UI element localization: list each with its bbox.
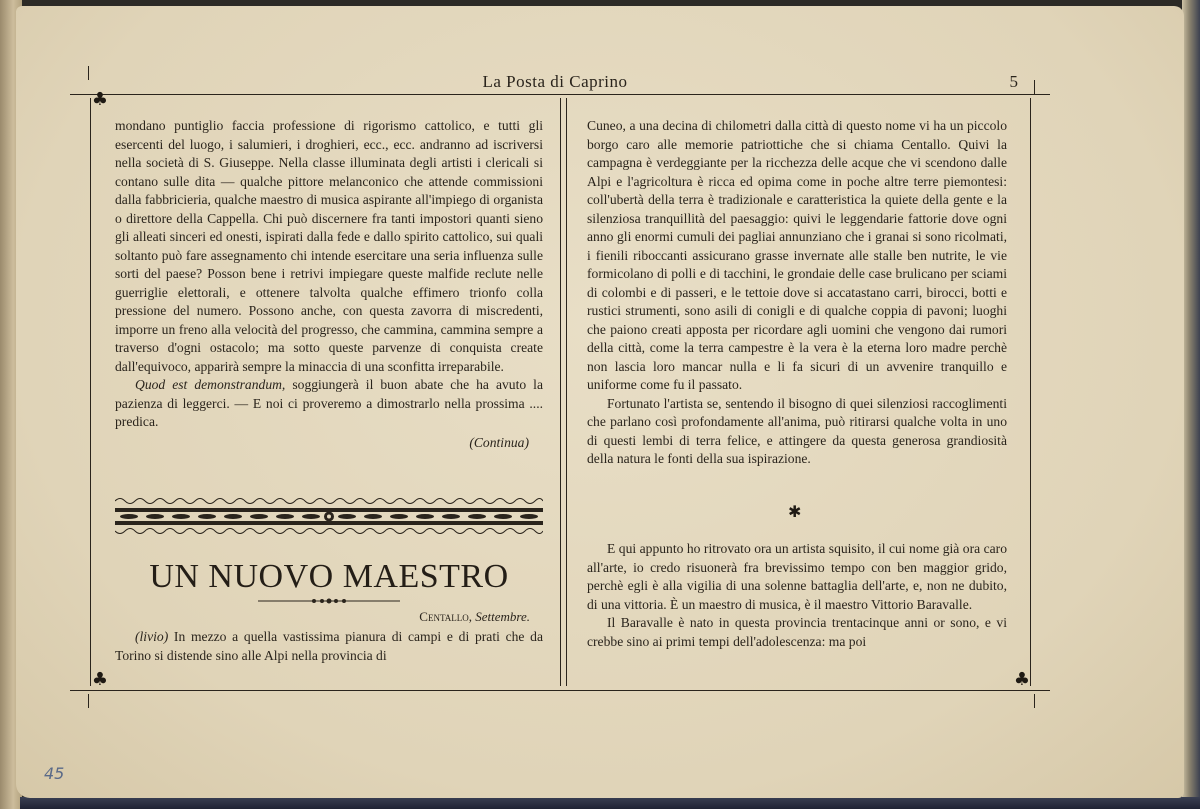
body-paragraph	[115, 628, 543, 665]
bottom-rule	[70, 690, 1050, 691]
body-paragraph: E qui appunto ho ritrovato ora un artista squisito, il cui nome già ora caro all'arte, io credo risuonerà fra brevissimo tempo con ben maggior grido, perchè egli è alla vigilia di una solenne battaglia dell'arte, e, non ne dubito, di una vittoria. È un maestro di musica, è il maestro Vittorio Baravalle.	[587, 541, 1007, 612]
article-lead	[115, 628, 543, 665]
tick-mark	[88, 66, 89, 80]
margin-note: 45	[44, 764, 65, 783]
quote-continuation: soggiungerà il buon abate che ha avuto la pazienza di leggerci. — E noi ci proveremo a dimostrarlo nella prossima .... predica.	[115, 377, 543, 429]
page-number: 5	[1009, 72, 1018, 91]
tick-mark	[88, 694, 89, 708]
club-ornament-icon: ♣	[1013, 669, 1031, 690]
latin-quote: Quod est demonstrandum,	[135, 377, 286, 392]
column-divider	[560, 98, 561, 686]
tick-mark	[1034, 694, 1035, 708]
body-paragraph: Il Baravalle è nato in questa provincia trentacinque anni or sono, e vi crebbe sino ai primi tempi dell'adolescenza: ma poi	[587, 615, 1007, 649]
column-divider	[566, 98, 567, 686]
headline-flourish	[258, 598, 400, 604]
page-edge	[1182, 0, 1200, 809]
right-column	[587, 117, 1007, 469]
publication-title: La Posta di Caprino	[482, 72, 628, 91]
club-ornament-icon: ♣	[91, 89, 109, 110]
body-paragraph: Cuneo, a una decina di chilometri dalla città di questo nome vi ha un piccolo borgo caro alle memorie patriottiche che si chiama Centallo. Quivi la campagna è verdeggiante per la ricchezza delle acque che vi scendono dalle Alpi e l'agricoltura è ricca ed opima come in poche altre terre piemontesi: coll'ubertà della terra è tradizionale e caratteristica la quiete della gente e la silenziosa tranquillità del paesaggio: quivi le leggendarie fattorie dove ogni anno gli enormi cumuli dei pagliai annunziano che i granai si sono ricolmati, i fienili riboccanti assicurano grasse invernate alle stalle ben nutrite, le vie formicolano di polli e di tacchini, le grondaie delle case brulicano per sciami di colombi e di passeri, e le tettoie dove si accatastano carri, birocci, botti e rustici strumenti, sono asili di conigli e di qualche coppia di pavoni; luoghi che paiono creati apposta per ricordare agli uomini che vengono dai rumori della città, come la terra campestre è la vera è la eterna loro madre perchè non lascia loro mancar nulla e li fa sicuri di un avvenire tranquillo e uniforme come fu il passato.	[587, 118, 1007, 392]
left-column-border	[90, 98, 91, 686]
running-head	[70, 72, 1040, 92]
club-ornament-icon: ♣	[91, 669, 109, 690]
dateline-place: Centallo,	[419, 609, 472, 624]
right-column-border	[1030, 98, 1031, 686]
ornamental-divider	[115, 495, 543, 537]
tick-mark	[1034, 80, 1035, 94]
book-cover-edge	[20, 797, 1200, 809]
continued-marker: (Continua)	[469, 434, 529, 450]
left-column	[115, 117, 543, 452]
body-paragraph	[115, 376, 543, 432]
lead-text: In mezzo a quella vastissima pianura di campi e di prati che da Torino si distende sino alle Alpi nella provincia di	[115, 629, 543, 663]
asterism-icon: ✱	[788, 502, 802, 521]
top-rule	[70, 94, 1050, 95]
body-paragraph: Fortunato l'artista se, sentendo il bisogno di quei silenziosi raccoglimenti che parlano così profondamente all'anima, può ritirarsi qualche volta in uno di questi lembi di terra felice, e attingere da questa generosa grandiosità della natura le fonti della sua ispirazione.	[587, 395, 1007, 466]
body-paragraph: mondano puntiglio faccia professione di rigorismo cattolico, e tutti gli esercenti del luogo, i salumieri, i droghieri, ecc., ecc. andranno ad iscriversi nella società di S. Giuseppe. Nella classe illuminata degli artisti i clericali si contano sulle dita — qualche pittore melanconico che attende commissioni dalla fabbricieria, qualche maestro di musica aspirante all'impiego di organista o direttore della Cappella. Chi può discernere fra tanti impostori quanti sieno gli alleati sinceri ed onesti, ispirati dalla fede e dallo spirito cattolico, sui quali soltanto può fare assegnamento chi intende esercitare una seria influenza sulle sorti del paese? Posson bene i retrivi impiegare queste malfide reclute nelle guerriglie elettorali, e ottenere talvolta qualche effimero trionfo colla pressione del numero. Possono anche, con questa zavorra di miscredenti, imporre un freno alla velocità del progresso, che cammina, cammina sempre a traverso d'ogni ostacolo; ma sotto queste parvenze di conquista create dall'equivoco, apparirà sempre la minaccia di una sconfitta irreparabile.	[115, 118, 543, 374]
author-signature: (livio)	[135, 629, 169, 644]
article-dateline	[115, 609, 530, 625]
dateline-month: Settembre.	[475, 609, 530, 624]
article-headline: UN NUOVO MAESTRO	[149, 558, 509, 595]
right-column-continued	[587, 540, 1007, 651]
